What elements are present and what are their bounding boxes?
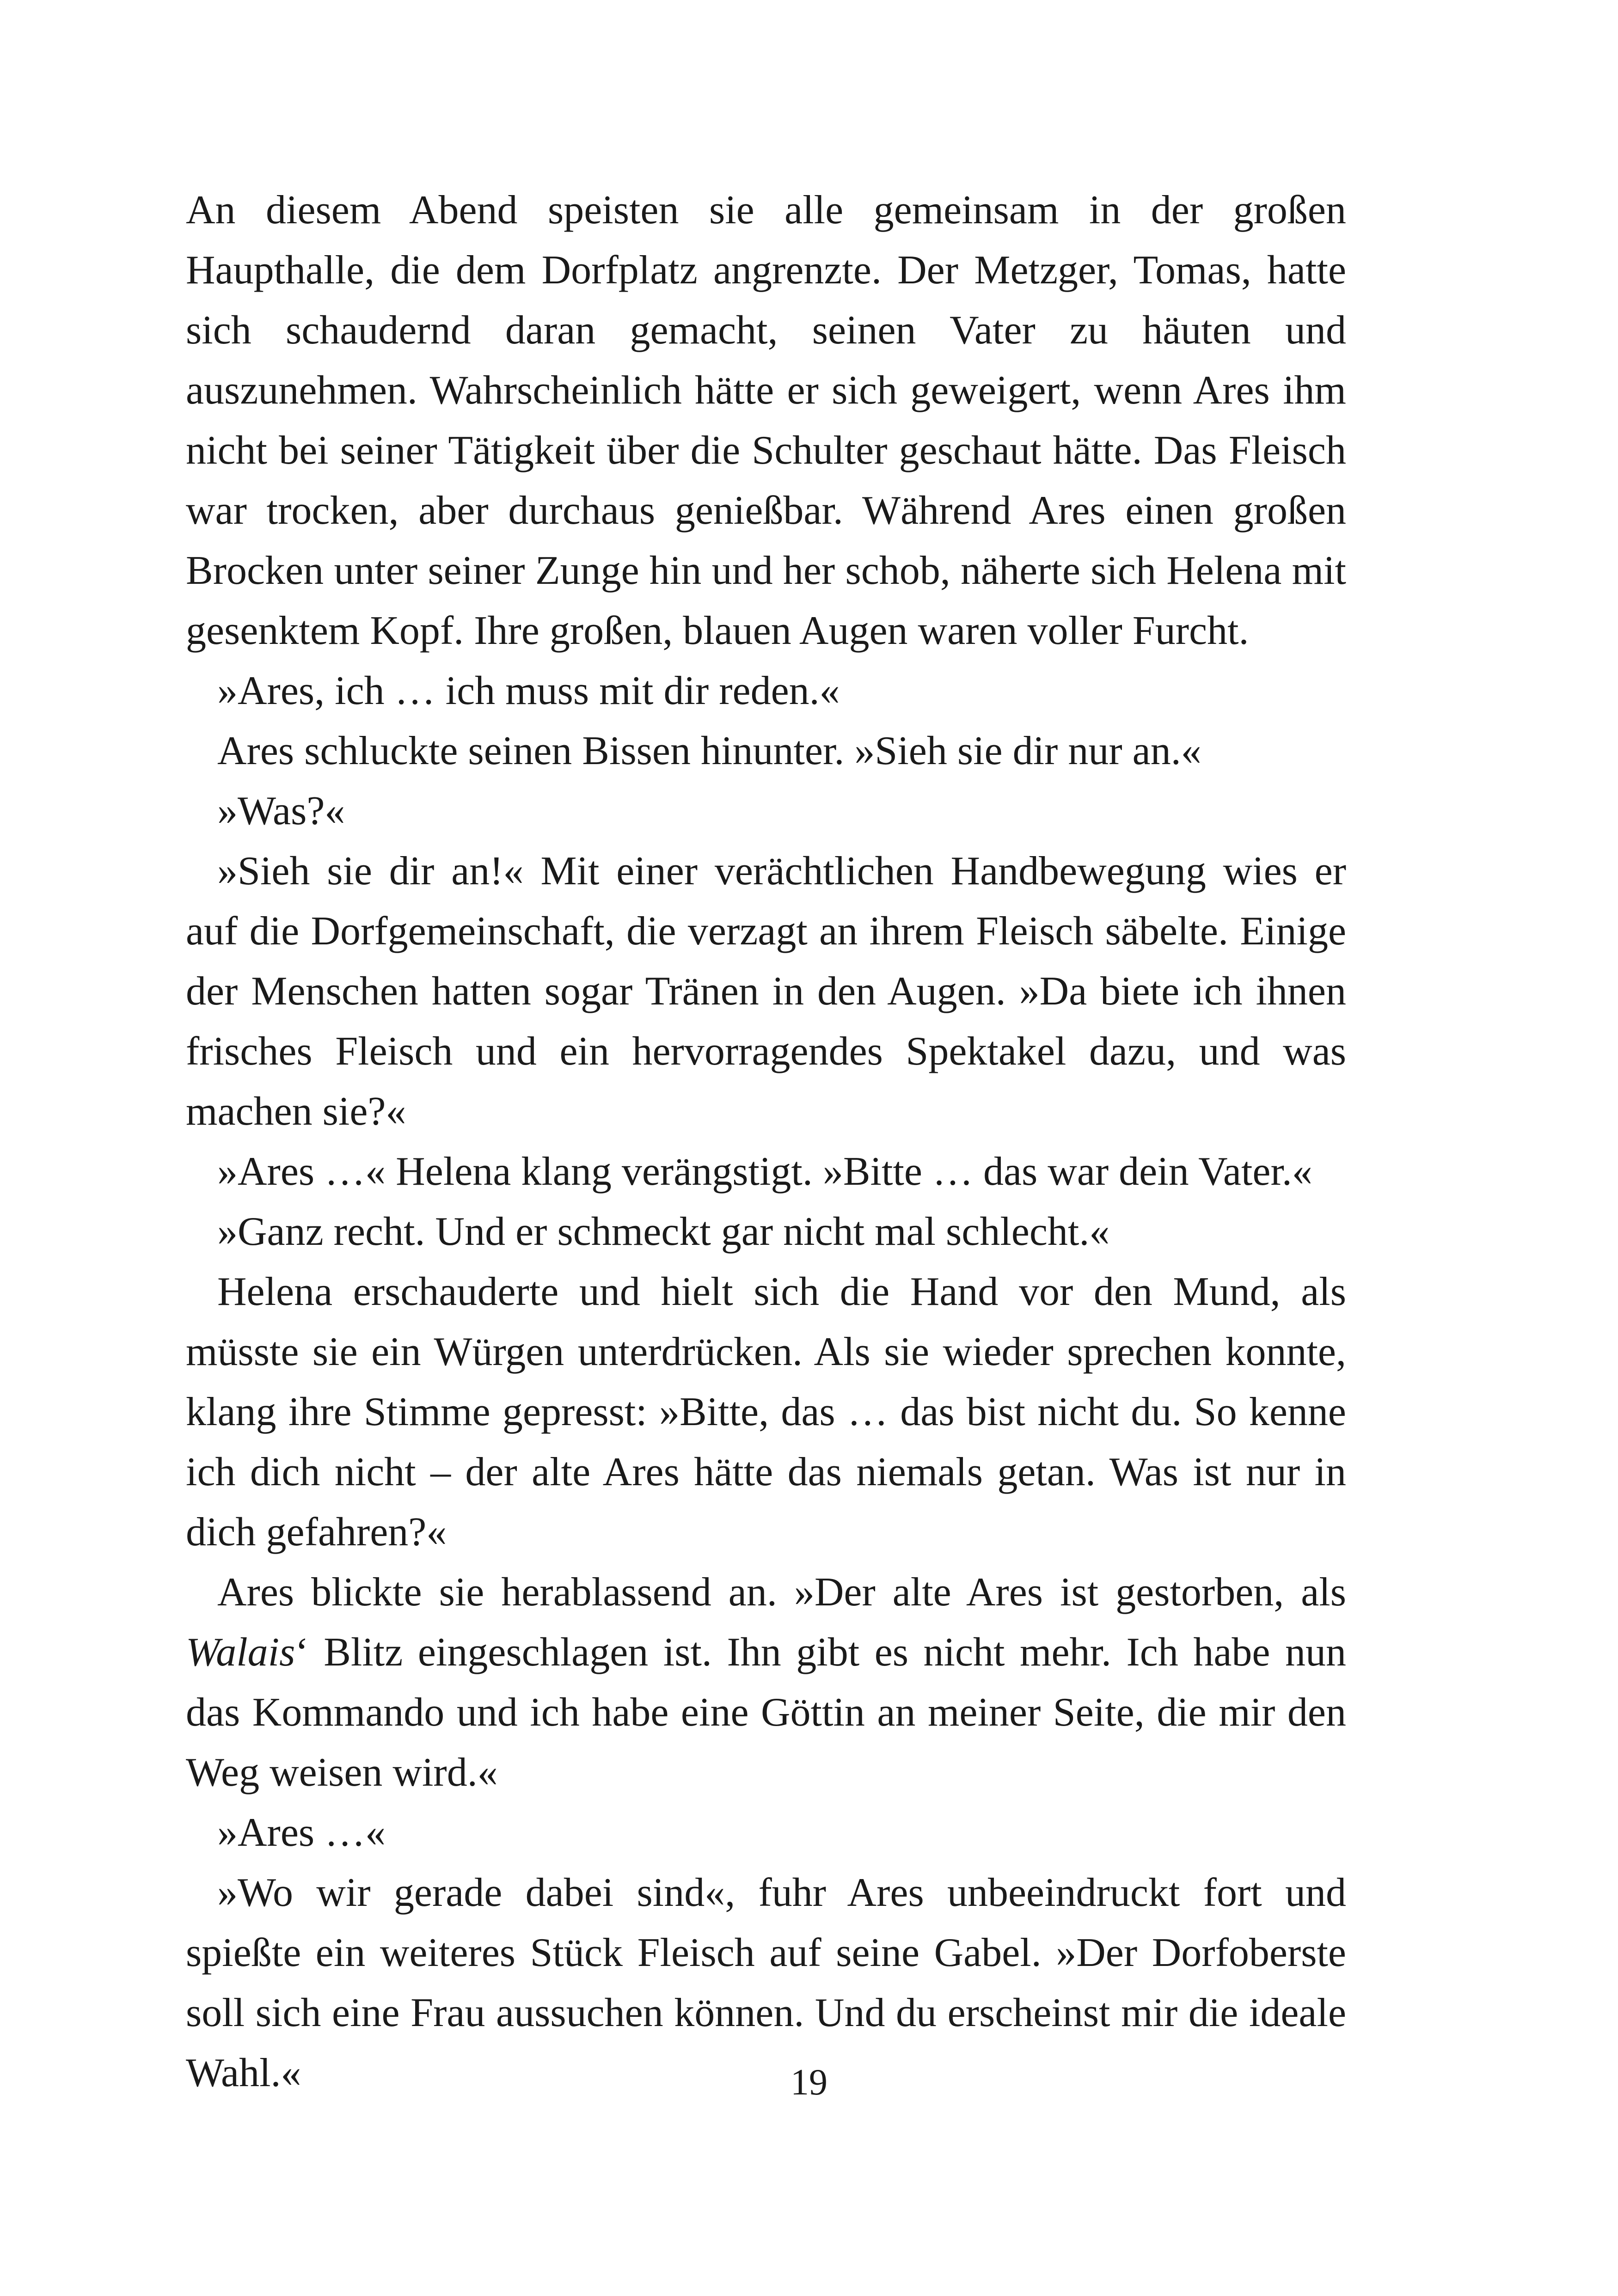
page-number: 19	[791, 2062, 827, 2103]
dialogue-line: »Was?«	[217, 789, 345, 833]
paragraph: An diesem Abend speisten sie alle gemeinsam in der großen Haupthalle, die dem Dorfplatz angrenzte. Der Metzger, Tomas, hatte sich schaudernd daran gemacht, seinen Vater zu häuten und auszunehmen. Wahrscheinlich hätte er sich geweigert, wenn Ares ihm nicht bei seiner Tätigkeit über die Schulter geschaut hätte. Das Fleisch war trocken, aber durchaus genießbar. Während Ares einen großen Brocken unter seiner Zunge hin und her schob, näherte sich Helena mit gesenktem Kopf. Ihre großen, blauen Augen waren voller Furcht.	[186, 188, 1346, 653]
paragraph: Ares schluckte seinen Bissen hinunter. »Sieh sie dir nur an.«	[217, 729, 1201, 773]
dialogue-line: »Ganz recht. Und er schmeckt gar nicht mal schlecht.«	[217, 1209, 1110, 1254]
dialogue-line: »Ares …«	[217, 1810, 386, 1855]
paragraph-walais	[186, 1562, 1346, 1803]
dialogue-line: »Ares …« Helena klang verängstigt. »Bitte … das war dein Vater.«	[217, 1149, 1312, 1194]
walais-italic: Walais	[186, 1630, 295, 1675]
walais-text-after: ‘ Blitz eingeschlagen ist. Ihn gibt es nicht mehr. Ich habe nun das Kommando und ich habe eine Göttin an meiner Seite, die mir den Weg weisen wird.«	[186, 1630, 1346, 1795]
paragraph: »Sieh sie dir an!« Mit einer verächtlichen Handbewegung wies er auf die Dorfgemeinschaft, die verzagt an ihrem Fleisch säbelte. Einige der Menschen hatten sogar Tränen in den Augen. »Da biete ich ihnen frisches Fleisch und ein hervorragendes Spektakel dazu, und was machen sie?«	[186, 849, 1346, 1134]
paragraph: Helena erschauderte und hielt sich die Hand vor den Mund, als müsste sie ein Würgen unterdrücken. Als sie wieder sprechen konnte, klang ihre Stimme gepresst: »Bitte, das … das bist nicht du. So kenne ich dich nicht – der alte Ares hätte das niemals getan. Was ist nur in dich gefahren?«	[186, 1269, 1346, 1555]
walais-text-before: Ares blickte sie herablassend an. »Der alte Ares ist gestorben, als	[217, 1570, 1346, 1615]
body-text	[186, 180, 1346, 2103]
paragraph: »Wo wir gerade dabei sind«, fuhr Ares unbeeindruckt fort und spießte ein weiteres Stück Fleisch auf seine Gabel. »Der Dorfoberste soll sich eine Frau aussuchen können. Und du erscheinst mir die ideale Wahl.«	[186, 1870, 1346, 2095]
dialogue-line: »Ares, ich … ich muss mit dir reden.«	[217, 668, 840, 713]
